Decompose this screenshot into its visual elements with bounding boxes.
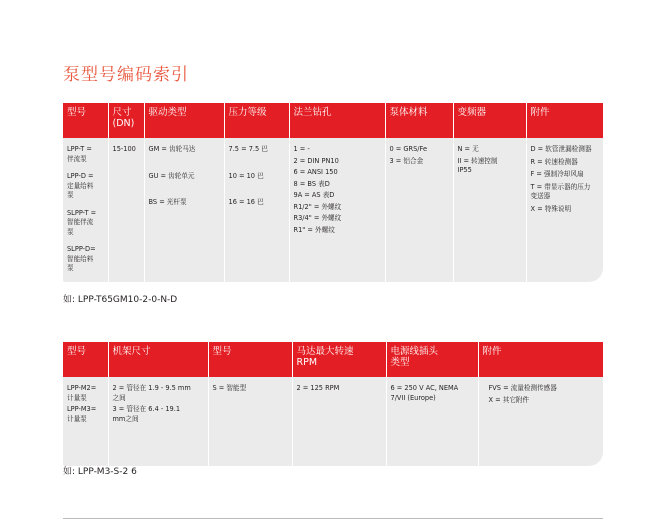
list-item: 2 = DIN PN10 — [293, 156, 339, 165]
list-item: 0 = GRS/Fe — [389, 145, 427, 153]
cell-type — [208, 377, 292, 466]
list-item: 2 = 125 RPM — [296, 384, 340, 392]
header-model: 型号 — [63, 103, 108, 138]
list-item: BS = 光杆泵 — [148, 198, 187, 206]
metering-pump-code-table — [63, 342, 603, 466]
list-item: GU = 齿轮单元 — [148, 171, 195, 180]
header-size: 尺寸 (DN) — [108, 103, 144, 138]
list-item: LPP-M3= 计量泵 — [67, 405, 97, 423]
list-item: 15-100 — [112, 145, 136, 153]
table-row — [63, 377, 603, 466]
header-accessories: 附件 — [478, 342, 603, 377]
header-frame-size: 机架尺寸 — [108, 342, 208, 377]
list-item: R1" = 外螺纹 — [293, 225, 335, 234]
example-code-1: 如: LPP-T65GM10-2-0-N-D — [63, 295, 178, 305]
list-item: 3 = 管径在 6.4 - 19.1 mm之间 — [112, 405, 181, 423]
cell-pressure — [224, 138, 289, 282]
list-item: N = 无 — [457, 145, 479, 153]
list-item: GM = 齿轮马达 — [148, 145, 196, 153]
cell-motor-rpm — [292, 377, 386, 466]
list-item: LPP-M2= 计量泵 — [67, 384, 97, 402]
list-item: 3 = 铝合金 — [389, 156, 424, 165]
list-item: X = 特殊说明 — [530, 204, 572, 213]
list-item: F = 强制冷却风扇 — [530, 170, 584, 178]
cell-flange — [289, 138, 385, 282]
cell-frame-size — [108, 377, 208, 466]
cell-inverter — [453, 138, 526, 282]
list-item: SLPP-T = 智能伴流泵 — [67, 208, 97, 236]
header-model: 型号 — [63, 342, 108, 377]
list-item: II = 转速控制 IP55 — [457, 156, 498, 174]
footer-divider — [63, 518, 603, 519]
table-row — [63, 138, 603, 282]
table-header-row — [63, 342, 603, 377]
list-item: 6 = 250 V AC, NEMA 7/VII (Europe) — [390, 384, 459, 402]
header-motor-rpm: 马达最大转速 RPM — [292, 342, 386, 377]
list-item: X = 其它附件 — [488, 395, 530, 404]
header-pressure: 压力等级 — [224, 103, 289, 138]
list-item: 1 = - — [293, 145, 310, 153]
list-item: 7.5 = 7.5 巴 — [228, 145, 268, 153]
cell-size — [108, 138, 144, 282]
example-code-2: 如: LPP-M3-S-2 6 — [63, 467, 137, 477]
pump-code-table — [63, 103, 603, 282]
header-drive: 驱动类型 — [144, 103, 224, 138]
list-item: T = 带显示器的压力变送器 — [530, 182, 591, 200]
list-item: S = 智能型 — [212, 384, 247, 392]
list-item: R = 转速检测器 — [530, 157, 578, 166]
list-item: D = 软管泄漏检测器 — [530, 145, 592, 153]
header-plug-type: 电源线插头 类型 — [386, 342, 478, 377]
list-item: LPP-D = 定量给料泵 — [67, 172, 94, 199]
header-flange: 法兰钻孔 — [289, 103, 385, 138]
cell-accessories — [478, 377, 603, 466]
list-item: 6 = ANSI 150 — [293, 168, 338, 176]
cell-material — [385, 138, 453, 282]
header-accessories: 附件 — [526, 103, 603, 138]
header-inverter: 变频器 — [453, 103, 526, 138]
cell-drive — [144, 138, 224, 282]
header-type: 型号 — [208, 342, 292, 377]
header-material: 泵体材料 — [385, 103, 453, 138]
table-header-row — [63, 103, 603, 138]
list-item: SLPP-D= 智能给料泵 — [67, 245, 96, 272]
list-item: LPP-T = 伴流泵 — [67, 145, 92, 163]
cell-model — [63, 138, 108, 282]
list-item: 10 = 10 巴 — [228, 171, 264, 180]
cell-accessories — [526, 138, 603, 282]
list-item: 2 = 管径在 1.9 - 9.5 mm之间 — [112, 384, 191, 402]
list-item: 16 = 16 巴 — [228, 198, 264, 206]
list-item: 9A = AS 表D — [293, 191, 335, 199]
cell-plug-type — [386, 377, 478, 466]
list-item: R1/2" = 外螺纹 — [293, 202, 342, 211]
list-item: R3/4" = 外螺纹 — [293, 214, 342, 222]
list-item: 8 = BS 表D — [293, 179, 330, 188]
list-item: FVS = 流量检测传感器 — [488, 384, 557, 392]
cell-model — [63, 377, 108, 466]
page-title: 泵型号编码索引 — [63, 65, 189, 85]
